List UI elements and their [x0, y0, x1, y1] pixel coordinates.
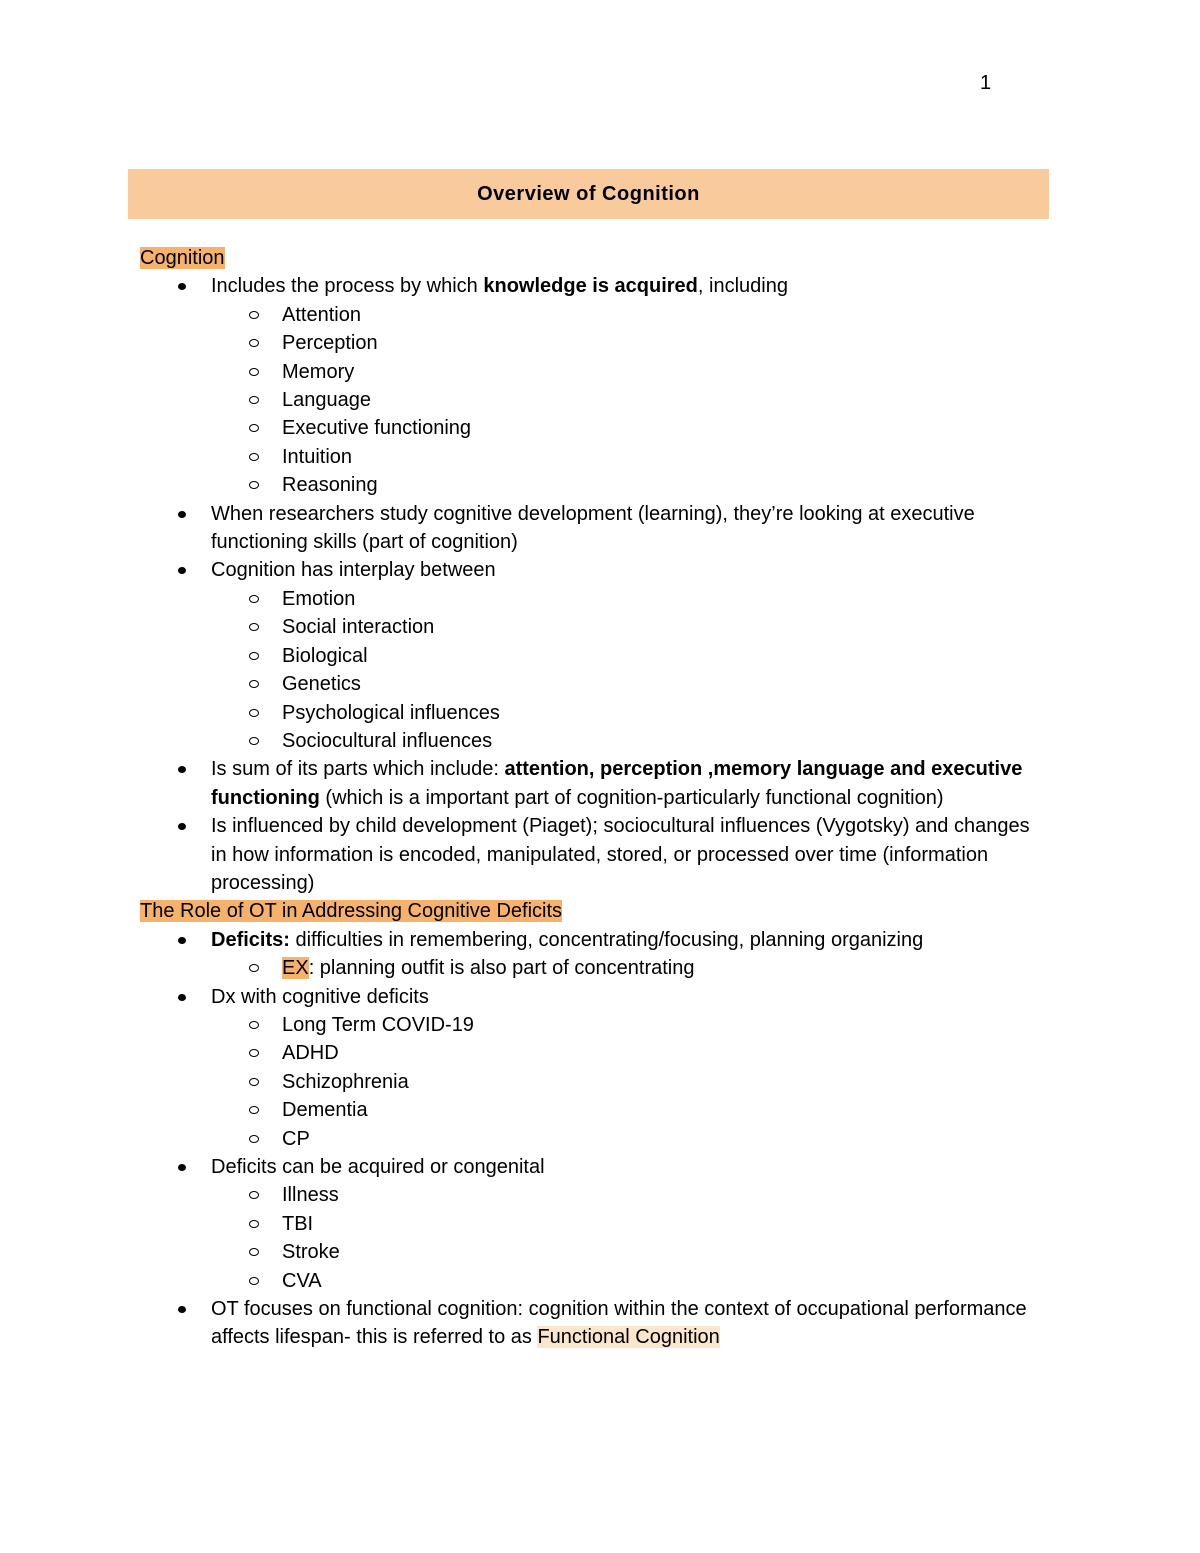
- list-item: When researchers study cognitive development (learning), they’re looking at executive functioning skills (part of cognition): [140, 500, 1045, 557]
- list-item: TBI: [140, 1210, 1045, 1238]
- page-title: Overview of Cognition: [477, 182, 700, 205]
- list-item: Dx with cognitive deficits Long Term COVID-19 ADHD Schizophrenia Dementia CP: [140, 983, 1045, 1153]
- section-heading-ot-role: The Role of OT in Addressing Cognitive Deficits: [140, 900, 563, 923]
- sub-list-knowledge: [211, 301, 1045, 500]
- sub-list-example: [211, 954, 1045, 982]
- list-item: Social interaction: [140, 613, 1045, 641]
- list-item: Emotion: [140, 585, 1045, 613]
- list-item: Executive functioning: [140, 414, 1045, 442]
- sub-list-interplay: [211, 585, 1045, 755]
- list-item: CVA: [140, 1267, 1045, 1295]
- list-item: Reasoning: [140, 471, 1045, 499]
- sub-list-acquired: [211, 1181, 1045, 1295]
- section-cognition: [140, 244, 1045, 897]
- document-body: [140, 244, 1045, 1352]
- bullet-list: [140, 926, 1045, 1352]
- list-item: Psychological influences: [140, 699, 1045, 727]
- list-item: Is sum of its parts which include: attention, perception ,memory language and executive functioning (which is a important part of cognition-particularly functional cognition): [140, 755, 1045, 812]
- list-item: CP: [140, 1125, 1045, 1153]
- sub-list-dx: [211, 1011, 1045, 1153]
- list-item: Sociocultural influences: [140, 727, 1045, 755]
- list-item: Memory: [140, 358, 1045, 386]
- list-item: Deficits can be acquired or congenital Illness TBI Stroke CVA: [140, 1153, 1045, 1295]
- section-heading-cognition: Cognition: [140, 247, 225, 269]
- section-ot-role: [140, 897, 1045, 1352]
- list-item: Stroke: [140, 1238, 1045, 1266]
- list-item: OT focuses on functional cognition: cognition within the context of occupational performance affects lifespan- this is referred to as Functional Cognition: [140, 1295, 1045, 1352]
- list-item: Schizophrenia: [140, 1068, 1045, 1096]
- list-item: Perception: [140, 329, 1045, 357]
- list-item: Long Term COVID-19: [140, 1011, 1045, 1039]
- list-item: EX: planning outfit is also part of concentrating: [140, 954, 1045, 982]
- list-item: Genetics: [140, 670, 1045, 698]
- list-item: Deficits: difficulties in remembering, concentrating/focusing, planning organizing EX: planning outfit is also part of concentrating: [140, 926, 1045, 983]
- list-item: Language: [140, 386, 1045, 414]
- list-item: Is influenced by child development (Piaget); sociocultural influences (Vygotsky) and changes in how information is encoded, manipulated, stored, or processed over time (information processing): [140, 812, 1045, 897]
- bullet-list: [140, 272, 1045, 897]
- list-item: Cognition has interplay between Emotion Social interaction Biological Genetics Psychological influences Sociocultural influences: [140, 556, 1045, 755]
- list-item: Biological: [140, 642, 1045, 670]
- list-item: Intuition: [140, 443, 1045, 471]
- title-bar: [128, 169, 1049, 219]
- list-item: Includes the process by which knowledge is acquired, including Attention Perception Memory Language Executive functioning Intuition Reasoning: [140, 272, 1045, 499]
- list-item: ADHD: [140, 1039, 1045, 1067]
- page-number: 1: [980, 72, 992, 94]
- functional-cognition-highlight: Functional Cognition: [537, 1326, 720, 1349]
- list-item: Attention: [140, 301, 1045, 329]
- example-label: EX: [282, 957, 309, 980]
- list-item: Illness: [140, 1181, 1045, 1209]
- list-item: Dementia: [140, 1096, 1045, 1124]
